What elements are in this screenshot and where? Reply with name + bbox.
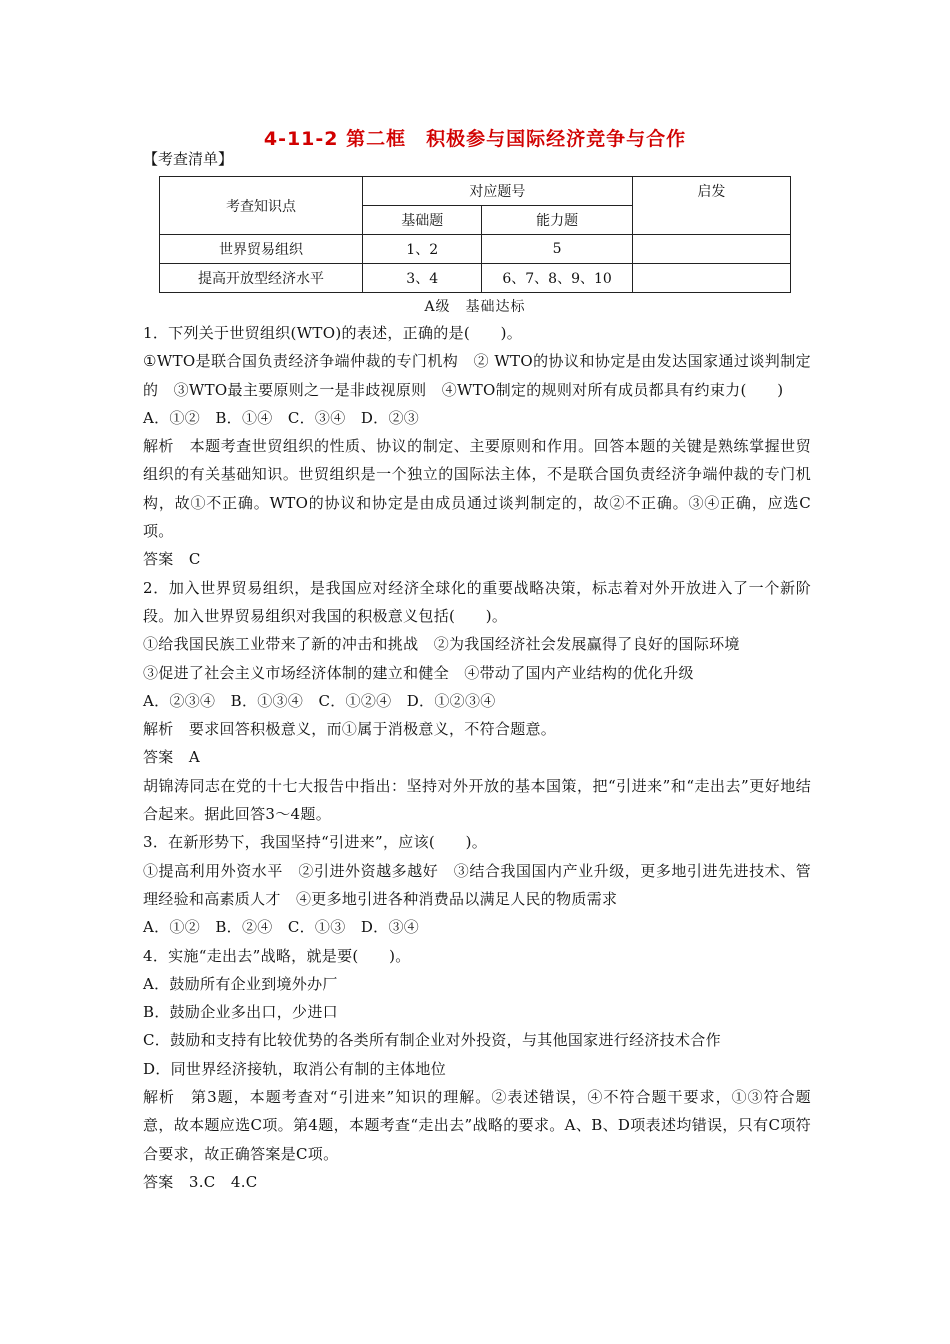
- q4-option-b: B．鼓励企业多出口，少进口: [143, 1003, 338, 1022]
- q3-options: A．①② B．②④ C．①③ D．③④: [143, 918, 420, 937]
- q2-statements-a: ①给我国民族工业带来了新的冲击和挑战 ②为我国经济社会发展赢得了良好的国际环境: [143, 635, 740, 654]
- q2-answer: 答案 A: [143, 748, 201, 767]
- table-row: [160, 235, 791, 264]
- cell-ability: 6、7、8、9、10: [482, 264, 632, 293]
- table-header-row: [160, 177, 791, 206]
- question-body: [143, 319, 811, 1196]
- cell-point: 世界贸易组织: [160, 235, 363, 264]
- q4-option-a: A．鼓励所有企业到境外办厂: [143, 974, 338, 993]
- q4-option-d: D．同世界经济接轨，取消公有制的主体地位: [143, 1059, 447, 1078]
- table-row: [160, 264, 791, 293]
- q3-stem: 3．在新形势下，我国坚持“引进来”，应该( )。: [143, 833, 488, 852]
- header-basic: 基础题: [362, 206, 481, 235]
- q2-options: A．②③④ B．①③④ C．①②④ D．①②③④: [143, 691, 496, 710]
- header-insight: 启发: [632, 177, 790, 235]
- level-title: A级 基础达标: [424, 299, 526, 315]
- q2-stem: 2．加入世界贸易组织，是我国应对经济全球化的重要战略决策，标志着对外开放进入了一个新阶段。加入世界贸易组织对我国的积极意义包括( )。: [143, 578, 811, 625]
- cell-point: 提高开放型经济水平: [160, 264, 363, 293]
- q1-options: A．①② B．①④ C．③④ D．②③: [143, 408, 420, 427]
- section-label: 【考查清单】: [143, 150, 234, 168]
- page-title: 4-11-2 第二框 积极参与国际经济竞争与合作: [263, 128, 687, 150]
- q3-4-answer: 答案 3.C 4.C: [143, 1172, 258, 1191]
- cell-basic: 3、4: [362, 264, 481, 293]
- q4-option-c: C．鼓励和支持有比较优势的各类所有制企业对外投资，与其他国家进行经济技术合作: [143, 1031, 721, 1050]
- q1-stem: 1．下列关于世贸组织(WTO)的表述，正确的是( )。: [143, 324, 523, 342]
- q3-4-analysis: 解析 第3题，本题考查对“引进来”知识的理解。②表述错误，④不符合题干要求，①③符合题意，故本题应选C项。第4题，本题考查“走出去”战略的要求。A、B、D项表述均错误，只有C项符合要求，故正确答案是C项。: [143, 1088, 811, 1163]
- q4-stem: 4．实施“走出去”战略，就是要( )。: [143, 946, 411, 965]
- q3-statements: ①提高利用外资水平 ②引进外资越多越好 ③结合我国国内产业升级，更多地引进先进技术、管理经验和高素质人才 ④更多地引进各种消费品以满足人民的物质需求: [143, 861, 811, 908]
- q3-4-material: 胡锦涛同志在党的十七大报告中指出：坚持对外开放的基本国策，把“引进来”和“走出去”更好地结合起来。据此回答3～4题。: [143, 776, 811, 824]
- q1-answer: 答案 C: [143, 550, 201, 569]
- header-knowledge-point: 考查知识点: [160, 177, 363, 235]
- cell-basic: 1、2: [362, 235, 481, 264]
- cell-ability: 5: [482, 235, 632, 264]
- cell-insight: [632, 235, 790, 264]
- q2-statements-b: ③促进了社会主义市场经济体制的建立和健全 ④带动了国内产业结构的优化升级: [143, 663, 694, 682]
- q1-analysis: 解析 本题考查世贸组织的性质、协议的制定、主要原则和作用。回答本题的关键是熟练掌握世贸组织的有关基础知识。世贸组织是一个独立的国际法主体，不是联合国负责经济争端仲裁的专门机构，故①不正确。WTO的协议和协定是由成员通过谈判制定的，故②不正确。③④正确，应选C项。: [143, 437, 811, 541]
- header-question-numbers: 对应题号: [362, 177, 632, 206]
- checklist-table: [159, 176, 791, 293]
- q2-analysis: 解析 要求回答积极意义，而①属于消极意义，不符合题意。: [143, 720, 557, 739]
- q1-statements: ①WTO是联合国负责经济争端仲裁的专门机构 ② WTO的协议和协定是由发达国家通过谈判制定的 ③WTO最主要原则之一是非歧视原则 ④WTO制定的规则对所有成员都具有约束力( ): [143, 352, 811, 399]
- header-ability: 能力题: [482, 206, 632, 235]
- cell-insight: [632, 264, 790, 293]
